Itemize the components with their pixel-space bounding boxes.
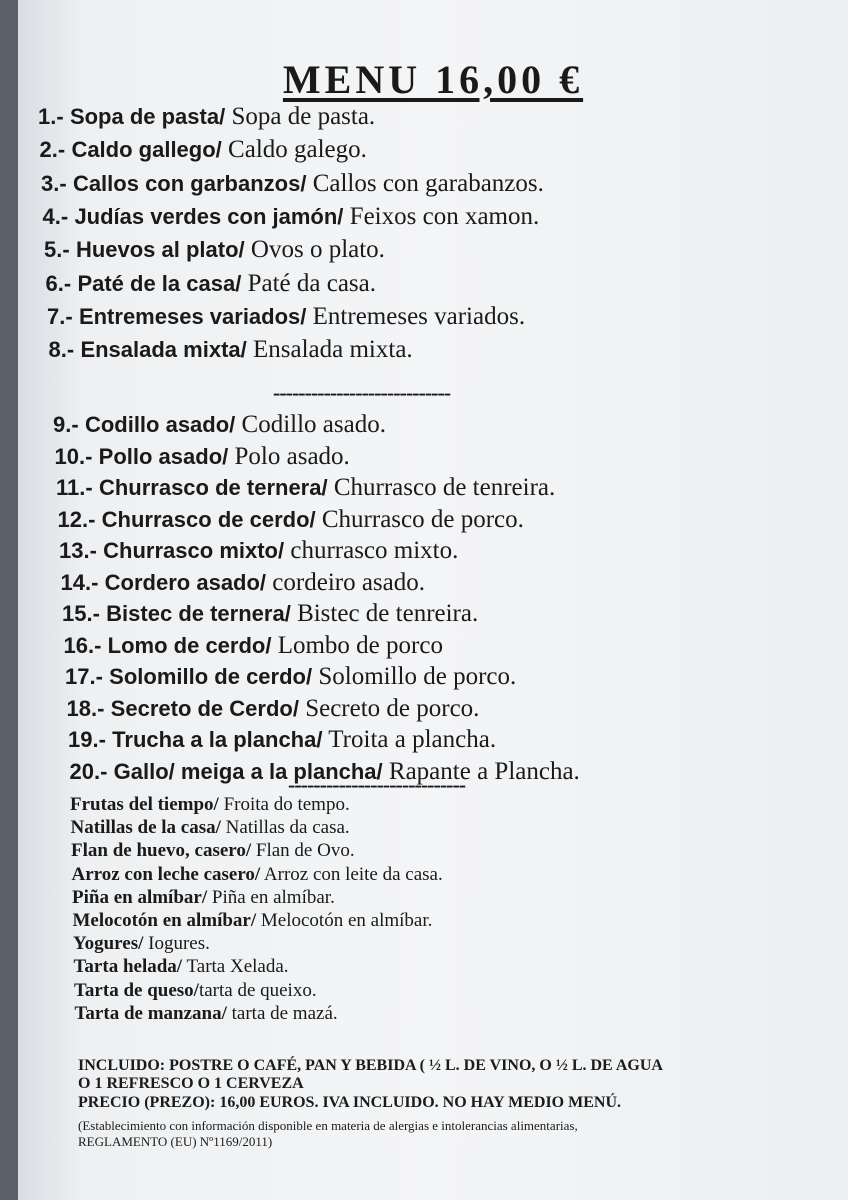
dish-number: 6.- <box>45 270 72 296</box>
dish-name-es: Callos con garbanzos/ <box>72 170 307 196</box>
dish-item <box>65 662 516 692</box>
dish-number: 12.- <box>57 506 96 532</box>
separator-2: ---------------------------- <box>288 772 466 797</box>
dish-name-gl: Bistec de tenreira. <box>290 600 479 627</box>
dish-item <box>64 631 443 661</box>
dessert-item <box>71 840 355 862</box>
dish-name-gl: Churrasco de porco. <box>315 505 524 533</box>
dish-name-gl: Ovos o plato. <box>244 236 385 264</box>
dish-name-es: Ensalada mixta/ <box>80 337 247 363</box>
menu-title: MENU 16,00 € <box>282 57 584 102</box>
dessert-name-es: Tarta helada/ <box>73 956 183 978</box>
dish-name-es: Secreto de Cerdo/ <box>110 695 299 721</box>
dish-name-es: Bistec de ternera/ <box>106 601 291 626</box>
dish-number: 7.- <box>47 303 73 329</box>
dessert-item <box>72 887 335 909</box>
dish-name-es: Paté de la casa/ <box>77 270 242 296</box>
dish-name-es: Caldo gallego/ <box>71 137 222 163</box>
dish-item <box>59 536 458 566</box>
dish-number: 20.- <box>69 758 108 784</box>
dish-number: 13.- <box>59 538 97 563</box>
dish-name-gl: Rapante a Plancha. <box>382 757 580 785</box>
dessert-name-es: Tarta de queso/ <box>74 979 199 1001</box>
dessert-item <box>73 910 433 932</box>
dessert-item <box>71 817 350 839</box>
dish-name-gl: Paté da casa. <box>241 269 376 297</box>
dish-name-gl: cordeiro asado. <box>266 568 426 596</box>
dish-number: 1.- <box>38 104 64 129</box>
dish-name-es: Entremeses variados/ <box>78 303 307 329</box>
dish-name-gl: Callos con garabanzos. <box>306 169 544 197</box>
dish-name-es: Huevos al plato/ <box>75 237 245 263</box>
dessert-name-gl: Froita do tempo. <box>218 794 350 815</box>
dish-name-es: Solomillo de cerdo/ <box>109 664 313 689</box>
dessert-name-gl: Arroz con leite da casa. <box>260 863 443 885</box>
included-line-2: O 1 REFRESCO O 1 CERVEZA <box>78 1075 304 1092</box>
dessert-item <box>75 1003 338 1025</box>
dish-number: 15.- <box>62 601 100 626</box>
dish-name-gl: Entremeses variados. <box>306 302 526 330</box>
dish-number: 17.- <box>65 664 103 689</box>
dish-item <box>62 599 478 629</box>
dish-name-gl: Secreto de porco. <box>298 694 480 722</box>
dessert-name-es: Tarta de manzana/ <box>74 1002 227 1024</box>
dessert-name-gl: tarta de mazá. <box>226 1002 338 1024</box>
dish-number: 19.- <box>68 727 106 752</box>
dish-name-gl: Codillo asado. <box>235 411 386 438</box>
dish-item <box>44 235 385 265</box>
dish-item <box>58 505 524 535</box>
dish-name-gl: Caldo galego. <box>221 136 367 164</box>
dessert-item <box>72 864 443 886</box>
dish-name-es: Cordero asado/ <box>104 569 267 595</box>
dish-number: 16.- <box>63 632 102 658</box>
dessert-item <box>74 980 317 1002</box>
dish-name-gl: Churrasco de tenreira. <box>327 474 556 501</box>
dish-item <box>43 202 540 232</box>
dish-name-es: Judías verdes con jamón/ <box>74 203 344 229</box>
separator-1: ---------------------------- <box>273 380 451 405</box>
dish-name-gl: Lombo de porco <box>271 631 443 659</box>
dish-number: 9.- <box>53 412 79 437</box>
dish-number: 8.- <box>48 337 75 363</box>
included-line-1: INCLUIDO: POSTRE O CAFÉ, PAN Y BEBIDA ( ½ L. DE VINO, O ½ L. DE AGUA <box>78 1057 663 1074</box>
dish-number: 18.- <box>66 695 105 721</box>
dessert-item <box>74 956 289 978</box>
dessert-item <box>70 794 350 816</box>
dish-name-gl: churrasco mixto. <box>284 537 459 564</box>
dish-item <box>40 135 367 165</box>
dish-item <box>67 694 480 724</box>
dessert-name-gl: Piña en almíbar. <box>207 886 335 908</box>
dish-item <box>53 410 386 440</box>
dish-number: 11.- <box>56 475 93 500</box>
dish-number: 2.- <box>39 137 66 163</box>
dish-number: 10.- <box>54 443 93 469</box>
dish-item <box>55 442 350 472</box>
dish-name-es: Pollo asado/ <box>98 443 229 469</box>
dish-item <box>68 725 496 755</box>
dish-item <box>41 169 544 199</box>
dessert-name-gl: Iogures. <box>143 933 210 955</box>
dessert-name-gl: Flan de Ovo. <box>251 840 355 862</box>
dessert-item <box>73 933 210 955</box>
dish-name-gl: Solomillo de porco. <box>312 663 517 690</box>
dessert-name-gl: Tarta Xelada. <box>182 956 289 978</box>
dish-name-es: Sopa de pasta/ <box>69 104 226 129</box>
dish-name-gl: Sopa de pasta. <box>225 103 376 130</box>
dish-item <box>61 568 426 598</box>
dessert-name-es: Frutas del tiempo/ <box>70 794 219 815</box>
dish-name-gl: Ensalada mixta. <box>246 336 413 364</box>
dessert-name-gl: Natillas da casa. <box>220 817 350 839</box>
allergen-line-2: REGLAMENTO (EU) Nº1169/2011) <box>78 1134 273 1149</box>
dish-item <box>46 269 376 299</box>
dish-number: 14.- <box>60 569 99 595</box>
dessert-name-gl: tarta de queixo. <box>198 979 317 1001</box>
dish-name-es: Churrasco mixto/ <box>103 538 285 563</box>
dish-name-es: Churrasco de cerdo/ <box>101 506 316 532</box>
dish-name-gl: Polo asado. <box>228 442 350 470</box>
dish-number: 3.- <box>41 170 67 196</box>
dish-name-gl: Feixos con xamon. <box>343 202 540 230</box>
dish-name-es: Lomo de cerdo/ <box>107 632 272 658</box>
dish-item <box>47 302 525 332</box>
dessert-name-es: Natillas de la casa/ <box>70 817 221 839</box>
dish-name-es: Churrasco de ternera/ <box>98 475 328 500</box>
dish-item <box>38 102 375 132</box>
dish-number: 4.- <box>42 203 69 229</box>
dish-name-es: Codillo asado/ <box>84 412 236 437</box>
menu-sheet <box>18 0 848 1200</box>
dish-item <box>56 473 555 503</box>
dessert-name-es: Flan de huevo, casero/ <box>71 840 252 862</box>
dessert-name-gl: Melocotón en almíbar. <box>256 910 433 931</box>
allergen-line-1: (Establecimiento con información disponible en materia de alergias e intolerancias alimentarias, <box>78 1118 578 1133</box>
dish-name-gl: Troita a plancha. <box>322 726 497 753</box>
dish-name-es: Trucha a la plancha/ <box>112 727 323 752</box>
dessert-name-es: Melocotón en almíbar/ <box>72 910 257 931</box>
dish-number: 5.- <box>44 237 70 263</box>
dessert-name-es: Arroz con leche casero/ <box>71 863 261 885</box>
dessert-name-es: Piña en almíbar/ <box>72 886 208 908</box>
dish-name-es: Gallo/ meiga a la plancha/ <box>113 758 383 784</box>
dessert-name-es: Yogures/ <box>73 933 144 955</box>
price-line: PRECIO (PREZO): 16,00 EUROS. IVA INCLUIDO. NO HAY MEDIO MENÚ. <box>78 1094 622 1111</box>
dish-item <box>49 335 413 365</box>
